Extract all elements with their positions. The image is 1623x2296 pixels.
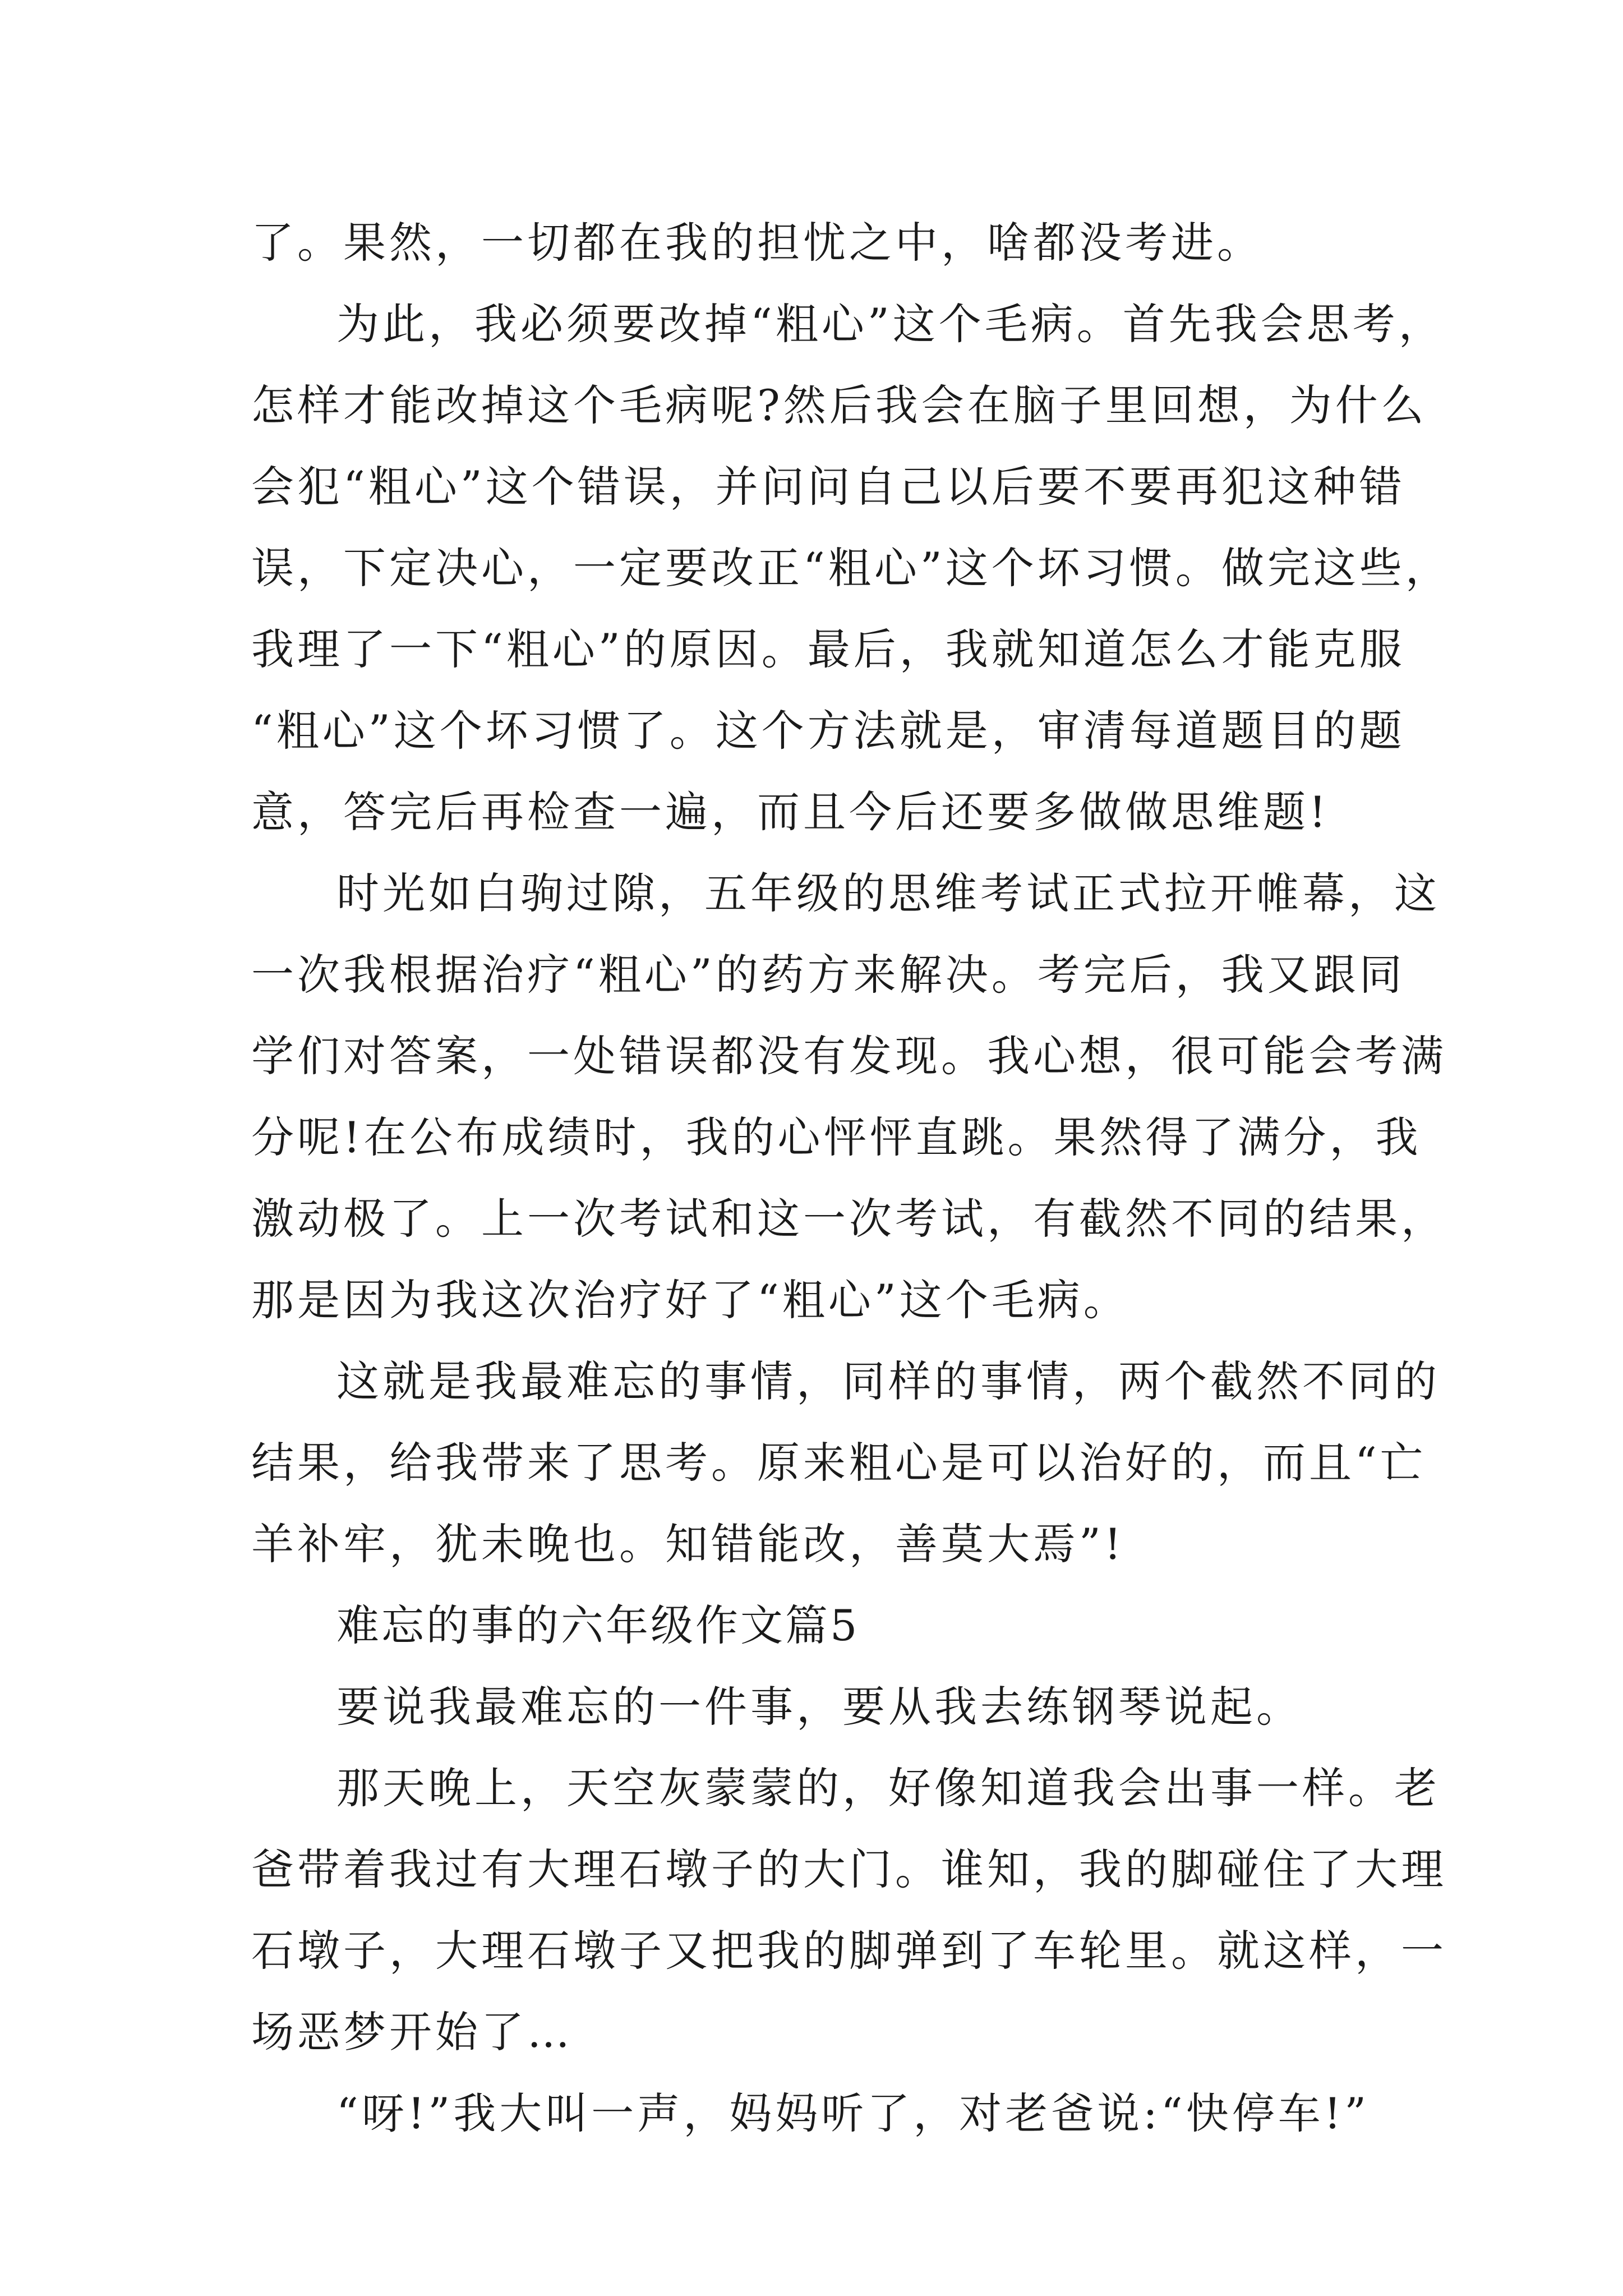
paragraph-start-line: 时光如白驹过隙，五年级的思维考试正式拉开帷幕，这 bbox=[336, 868, 1440, 918]
text-line: 场恶梦开始了… bbox=[251, 2007, 573, 2057]
text-line: 我理了一下“粗心”的原因。最后，我就知道怎么才能克服 bbox=[251, 624, 1405, 674]
text-line: 误，下定决心，一定要改正“粗心”这个坏习惯。做完这些， bbox=[251, 543, 1451, 593]
text-line: 意，答完后再检查一遍，而且今后还要多做做思维题! bbox=[251, 787, 1330, 837]
text-line: 激动极了。上一次考试和这一次考试，有截然不同的结果， bbox=[251, 1194, 1447, 1244]
text-line: 羊补牢，犹未晚也。知错能改，善莫大焉”! bbox=[251, 1519, 1125, 1569]
paragraph-start-line: 要说我最难忘的一件事，要从我去练钢琴说起。 bbox=[336, 1682, 1302, 1732]
text-line: 分呢!在公布成绩时，我的心怦怦直跳。果然得了满分，我 bbox=[251, 1112, 1422, 1162]
document-body bbox=[251, 202, 1451, 2154]
section-heading: 难忘的事的六年级作文篇5 bbox=[336, 1600, 860, 1650]
paragraph-start-line: “呀!”我大叫一声，妈妈听了，对老爸说:“快停车!” bbox=[336, 2088, 1370, 2138]
text-line: 爸带着我过有大理石墩子的大门。谁知，我的脚碰住了大理 bbox=[251, 1844, 1447, 1894]
text-line: 会犯“粗心”这个错误，并问问自己以后要不要再犯这种错 bbox=[251, 462, 1405, 512]
text-line: 那是因为我这次治疗好了“粗心”这个毛病。 bbox=[251, 1275, 1129, 1325]
text-line: 了。果然，一切都在我的担忧之中，啥都没考进。 bbox=[251, 218, 1263, 268]
paragraph-start-line: 为此，我必须要改掉“粗心”这个毛病。首先我会思考， bbox=[336, 299, 1445, 349]
paragraph-start-line: 这就是我最难忘的事情，同样的事情，两个截然不同的 bbox=[336, 1356, 1440, 1406]
text-line: 结果，给我带来了思考。原来粗心是可以治好的，而且“亡 bbox=[251, 1438, 1426, 1488]
text-line: 石墩子，大理石墩子又把我的脚弹到了车轮里。就这样，一 bbox=[251, 1926, 1447, 1976]
text-line: 一次我根据治疗“粗心”的药方来解决。考完后，我又跟同 bbox=[251, 950, 1405, 1000]
paragraph-start-line: 那天晚上，天空灰蒙蒙的，好像知道我会出事一样。老 bbox=[336, 1763, 1440, 1813]
text-line: 怎样才能改掉这个毛病呢?然后我会在脑子里回想，为什么 bbox=[251, 380, 1427, 430]
text-line: “粗心”这个坏习惯了。这个方法就是，审清每道题目的题 bbox=[251, 706, 1405, 756]
text-line: 学们对答案，一处错误都没有发现。我心想，很可能会考满 bbox=[251, 1031, 1447, 1081]
